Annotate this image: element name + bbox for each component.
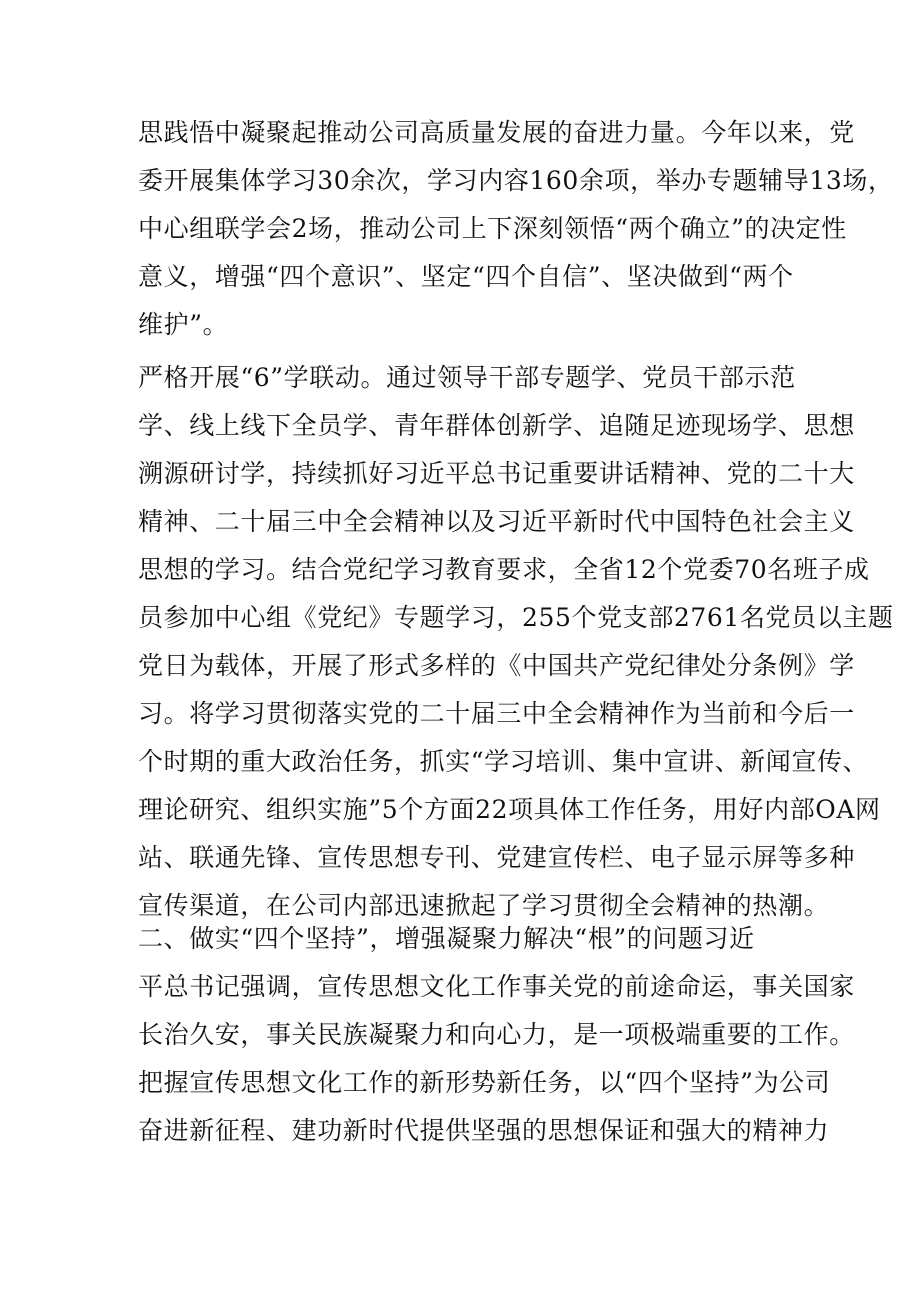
text-line: 思践悟中凝聚起推动公司高质量发展的奋进力量。今年以来，党	[138, 118, 855, 147]
text-line: 理论研究、组织实施”5个方面22项具体工作任务，用好内部OA网	[138, 795, 881, 824]
text-line: 长治久安，事关民族凝聚力和向心力，是一项极端重要的工作。	[138, 1020, 855, 1049]
text-line: 维护”。	[138, 310, 229, 339]
text-line: 党日为载体，开展了形式多样的《中国共产党纪律处分条例》学	[138, 651, 855, 680]
text-line: 站、联通先锋、宣传思想专刊、党建宣传栏、电子显示屏等多种	[138, 843, 855, 872]
text-line: 个时期的重大政治任务，抓实“学习培训、集中宣讲、新闻宣传、	[138, 747, 869, 776]
text-line: 意义，增强“四个意识”、坚定“四个自信”、坚决做到“两个	[138, 262, 794, 291]
paragraph-2	[138, 354, 894, 930]
paragraph-3	[138, 915, 855, 1155]
text-line: 严格开展“6”学联动。通过领导干部专题学、党员干部示范	[138, 363, 796, 392]
text-line: 员参加中心组《党纪》专题学习，255个党支部2761名党员以主题	[138, 603, 894, 632]
text-line: 把握宣传思想文化工作的新形势新任务，以“四个坚持”为公司	[138, 1068, 831, 1097]
text-line: 宣传渠道，在公司内部迅速掀起了学习贯彻全会精神的热潮。	[138, 891, 830, 920]
text-line: 溯源研讨学，持续抓好习近平总书记重要讲话精神、党的二十大	[138, 459, 855, 488]
text-line: 精神、二十届三中全会精神以及习近平新时代中国特色社会主义	[138, 507, 855, 536]
text-line: 思想的学习。结合党纪学习教育要求，全省12个党委70名班子成	[138, 555, 870, 584]
text-line: 二、做实“四个坚持”，增强凝聚力解决“根”的问题习近	[138, 924, 755, 953]
text-line: 中心组联学会2场，推动公司上下深刻领悟“两个确立”的决定性	[138, 214, 847, 243]
text-line: 奋进新征程、建功新时代提供坚强的思想保证和强大的精神力	[138, 1116, 830, 1145]
text-line: 委开展集体学习30余次，学习内容160余项，举办专题辅导13场，	[138, 166, 894, 195]
text-line: 学、线上线下全员学、青年群体创新学、追随足迹现场学、思想	[138, 411, 855, 440]
paragraph-1	[138, 109, 894, 349]
text-line: 习。将学习贯彻落实党的二十届三中全会精神作为当前和今后一	[138, 699, 855, 728]
text-line: 平总书记强调，宣传思想文化工作事关党的前途命运，事关国家	[138, 972, 855, 1001]
